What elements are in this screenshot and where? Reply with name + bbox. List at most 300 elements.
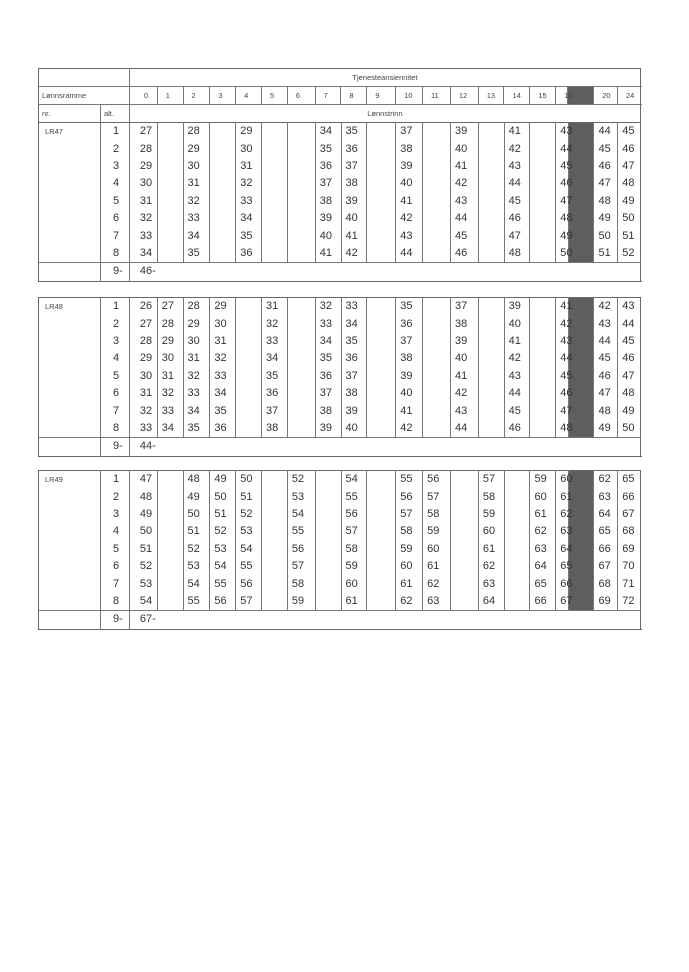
value-cell xyxy=(367,123,396,141)
value-cell: 46 xyxy=(618,140,641,157)
header-col-20: 20 xyxy=(594,87,618,105)
value-cell: 37 xyxy=(341,158,367,175)
value-cell xyxy=(367,210,396,227)
table-row xyxy=(39,385,641,402)
value-cell: 42 xyxy=(556,315,568,332)
alt-cell: 8 xyxy=(100,245,129,263)
value-cell: 64 xyxy=(530,558,556,575)
value-cell xyxy=(478,315,504,332)
blank-cell xyxy=(39,193,101,210)
blank-cell xyxy=(39,210,101,227)
blank-cell xyxy=(39,263,101,281)
value-cell: 65 xyxy=(530,575,556,592)
header-col-4: 4 xyxy=(236,87,262,105)
value-cell: 58 xyxy=(341,541,367,558)
table-row xyxy=(39,488,641,505)
value-cell: 44 xyxy=(504,385,530,402)
value-cell: 35 xyxy=(341,123,367,141)
value-cell xyxy=(262,245,288,263)
value-cell: 36 xyxy=(315,368,341,385)
value-cell: 55 xyxy=(287,523,315,540)
value-cell: 67 xyxy=(556,593,568,611)
value-cell: 34 xyxy=(315,333,341,350)
table-row xyxy=(39,298,641,316)
value-cell: 40 xyxy=(504,315,530,332)
value-cell: 62 xyxy=(423,575,451,592)
header-col-15: 15 xyxy=(530,87,556,105)
table-row xyxy=(39,123,641,141)
value-cell: 55 xyxy=(236,558,262,575)
value-cell: 40 xyxy=(450,140,478,157)
value-cell: 55 xyxy=(183,593,210,611)
value-cell xyxy=(423,140,451,157)
value-cell: 36 xyxy=(341,140,367,157)
alt-cell: 2 xyxy=(100,315,129,332)
value-cell: 35 xyxy=(341,333,367,350)
value-cell: 44 xyxy=(618,315,641,332)
blank-cell xyxy=(39,558,101,575)
value-cell: 43 xyxy=(450,193,478,210)
footer-alt: 9- xyxy=(100,611,129,629)
value-cell: 44 xyxy=(504,175,530,192)
value-cell: 60 xyxy=(423,541,451,558)
value-cell: 31 xyxy=(262,298,288,316)
value-cell xyxy=(236,402,262,419)
header-col-11: 11 xyxy=(422,87,450,105)
table-row xyxy=(39,506,641,523)
value-cell xyxy=(423,298,451,316)
footer-row xyxy=(39,263,641,281)
value-cell xyxy=(315,558,341,575)
header-table xyxy=(38,68,641,123)
value-cell xyxy=(504,506,530,523)
value-cell xyxy=(450,471,478,489)
value-cell: 56 xyxy=(341,506,367,523)
value-cell: 44 xyxy=(450,420,478,438)
value-cell xyxy=(478,420,504,438)
alt-cell: 3 xyxy=(100,506,129,523)
value-cell: 50 xyxy=(556,245,568,263)
alt-cell: 1 xyxy=(100,471,129,489)
value-cell: 30 xyxy=(183,158,210,175)
value-cell: 36 xyxy=(210,420,236,438)
value-cell: 28 xyxy=(129,140,157,157)
value-cell: 54 xyxy=(341,471,367,489)
table-row xyxy=(39,368,641,385)
value-cell: 61 xyxy=(423,558,451,575)
value-cell: 57 xyxy=(423,488,451,505)
value-cell: 58 xyxy=(287,575,315,592)
value-cell: 54 xyxy=(183,575,210,592)
value-cell xyxy=(315,488,341,505)
header-col-8: 8 xyxy=(341,87,367,105)
value-cell: 37 xyxy=(341,368,367,385)
value-cell: 62 xyxy=(594,471,618,489)
value-cell: 46 xyxy=(504,420,530,438)
value-cell: 37 xyxy=(315,175,341,192)
value-cell: 43 xyxy=(450,402,478,419)
footer-alt: 9- xyxy=(100,263,129,281)
value-cell: 31 xyxy=(183,350,210,367)
table-row xyxy=(39,593,641,611)
alt-cell: 8 xyxy=(100,420,129,438)
value-cell: 32 xyxy=(157,385,183,402)
value-cell: 51 xyxy=(594,245,618,263)
value-cell xyxy=(315,523,341,540)
value-cell: 46 xyxy=(504,210,530,227)
value-cell: 36 xyxy=(341,350,367,367)
value-cell: 39 xyxy=(450,123,478,141)
value-cell: 70 xyxy=(618,558,641,575)
value-cell xyxy=(287,210,315,227)
value-cell: 29 xyxy=(183,315,210,332)
value-cell: 41 xyxy=(396,402,423,419)
value-cell: 49 xyxy=(183,488,210,505)
value-cell xyxy=(423,385,451,402)
value-cell: 60 xyxy=(556,471,568,489)
value-cell: 31 xyxy=(183,175,210,192)
value-cell: 45 xyxy=(594,350,618,367)
table-row xyxy=(39,193,641,210)
value-cell: 52 xyxy=(210,523,236,540)
value-cell xyxy=(367,575,396,592)
value-cell: 62 xyxy=(530,523,556,540)
value-cell: 50 xyxy=(594,227,618,244)
value-cell xyxy=(287,298,315,316)
value-cell: 43 xyxy=(396,227,423,244)
value-cell: 65 xyxy=(618,471,641,489)
value-cell: 41 xyxy=(504,123,530,141)
value-cell: 60 xyxy=(478,523,504,540)
value-cell: 49 xyxy=(618,402,641,419)
value-cell: 55 xyxy=(210,575,236,592)
value-cell xyxy=(262,558,288,575)
value-cell: 61 xyxy=(556,488,568,505)
value-cell: 51 xyxy=(618,227,641,244)
value-cell: 60 xyxy=(530,488,556,505)
alt-cell: 3 xyxy=(100,333,129,350)
value-cell xyxy=(262,140,288,157)
value-cell: 41 xyxy=(556,298,568,316)
value-cell xyxy=(423,123,451,141)
value-cell xyxy=(287,385,315,402)
lonnsramme-name: LR49 xyxy=(45,474,63,484)
value-cell: 40 xyxy=(341,210,367,227)
value-cell xyxy=(423,420,451,438)
value-cell: 52 xyxy=(236,506,262,523)
value-cell xyxy=(157,227,183,244)
value-cell: 49 xyxy=(129,506,157,523)
value-cell xyxy=(287,420,315,438)
value-cell: 32 xyxy=(183,368,210,385)
value-cell: 61 xyxy=(341,593,367,611)
value-cell: 38 xyxy=(315,193,341,210)
value-cell xyxy=(504,593,530,611)
header-col-7: 7 xyxy=(315,87,341,105)
value-cell: 58 xyxy=(423,506,451,523)
salary-table-lr47 xyxy=(38,122,641,282)
value-cell xyxy=(478,210,504,227)
value-cell: 38 xyxy=(341,175,367,192)
blank-cell xyxy=(39,523,101,540)
value-cell xyxy=(236,333,262,350)
value-cell: 33 xyxy=(129,227,157,244)
value-cell: 59 xyxy=(396,541,423,558)
value-cell: 62 xyxy=(396,593,423,611)
value-cell: 61 xyxy=(396,575,423,592)
value-cell: 42 xyxy=(396,210,423,227)
value-cell: 44 xyxy=(594,123,618,141)
alt-cell: 5 xyxy=(100,193,129,210)
value-cell xyxy=(157,245,183,263)
value-cell: 29 xyxy=(183,140,210,157)
blank-cell xyxy=(39,611,101,629)
value-cell: 40 xyxy=(396,385,423,402)
alt-cell: 2 xyxy=(100,488,129,505)
value-cell xyxy=(478,368,504,385)
value-cell: 38 xyxy=(315,402,341,419)
value-cell: 32 xyxy=(236,175,262,192)
value-cell xyxy=(450,523,478,540)
header-col-6: 6 xyxy=(287,87,315,105)
value-cell: 49 xyxy=(618,193,641,210)
value-cell: 40 xyxy=(396,175,423,192)
value-cell: 64 xyxy=(594,506,618,523)
value-cell: 59 xyxy=(287,593,315,611)
value-cell: 47 xyxy=(618,368,641,385)
value-cell: 44 xyxy=(450,210,478,227)
table-row xyxy=(39,541,641,558)
value-cell xyxy=(450,506,478,523)
value-cell: 58 xyxy=(478,488,504,505)
value-cell: 59 xyxy=(478,506,504,523)
value-cell: 32 xyxy=(262,315,288,332)
value-cell: 32 xyxy=(129,210,157,227)
table-row xyxy=(39,245,641,263)
value-cell: 29 xyxy=(236,123,262,141)
value-cell xyxy=(287,140,315,157)
header-col-10: 10 xyxy=(396,87,423,105)
value-cell: 31 xyxy=(236,158,262,175)
value-cell: 34 xyxy=(236,210,262,227)
value-cell: 35 xyxy=(262,368,288,385)
value-cell: 30 xyxy=(210,315,236,332)
value-cell: 38 xyxy=(396,350,423,367)
alt-cell: 1 xyxy=(100,298,129,316)
header-col-14: 14 xyxy=(504,87,530,105)
value-cell xyxy=(315,471,341,489)
table-row xyxy=(39,558,641,575)
value-cell xyxy=(236,298,262,316)
value-cell xyxy=(367,333,396,350)
value-cell xyxy=(530,350,556,367)
value-cell xyxy=(210,175,236,192)
value-cell: 30 xyxy=(157,350,183,367)
value-cell xyxy=(530,210,556,227)
value-cell xyxy=(367,471,396,489)
value-cell xyxy=(210,210,236,227)
value-cell: 49 xyxy=(210,471,236,489)
alt-cell: 6 xyxy=(100,558,129,575)
value-cell xyxy=(287,158,315,175)
value-cell xyxy=(530,402,556,419)
value-cell xyxy=(450,575,478,592)
value-cell xyxy=(423,245,451,263)
value-cell xyxy=(315,541,341,558)
value-cell: 35 xyxy=(210,402,236,419)
value-cell: 28 xyxy=(129,333,157,350)
header-col-12: 12 xyxy=(450,87,478,105)
value-cell: 46 xyxy=(594,158,618,175)
value-cell: 57 xyxy=(287,558,315,575)
table-row xyxy=(39,140,641,157)
header-corner xyxy=(39,69,101,87)
value-cell: 42 xyxy=(396,420,423,438)
value-cell xyxy=(210,158,236,175)
value-cell: 36 xyxy=(262,385,288,402)
value-cell: 37 xyxy=(450,298,478,316)
value-cell: 56 xyxy=(396,488,423,505)
value-cell: 63 xyxy=(556,523,568,540)
alt-cell: 6 xyxy=(100,210,129,227)
value-cell xyxy=(157,506,183,523)
table-row xyxy=(39,227,641,244)
value-cell: 40 xyxy=(341,420,367,438)
alt-cell: 3 xyxy=(100,158,129,175)
value-cell: 33 xyxy=(315,315,341,332)
header-corner-2 xyxy=(100,69,129,87)
table-row xyxy=(39,420,641,438)
value-cell xyxy=(236,368,262,385)
value-cell: 67 xyxy=(594,558,618,575)
value-cell: 29 xyxy=(129,350,157,367)
value-cell xyxy=(478,158,504,175)
value-cell: 53 xyxy=(210,541,236,558)
value-cell: 64 xyxy=(478,593,504,611)
value-cell: 27 xyxy=(157,298,183,316)
value-cell: 50 xyxy=(210,488,236,505)
value-cell: 46 xyxy=(450,245,478,263)
value-cell xyxy=(530,245,556,263)
value-cell: 52 xyxy=(618,245,641,263)
value-cell: 62 xyxy=(478,558,504,575)
blank-cell xyxy=(39,420,101,438)
value-cell: 33 xyxy=(129,420,157,438)
value-cell xyxy=(157,558,183,575)
value-cell: 38 xyxy=(450,315,478,332)
footer-value: 67- xyxy=(129,611,640,629)
value-cell: 33 xyxy=(157,402,183,419)
value-cell: 43 xyxy=(556,333,568,350)
value-cell: 47 xyxy=(556,402,568,419)
value-cell xyxy=(367,175,396,192)
value-cell xyxy=(530,385,556,402)
value-cell xyxy=(478,402,504,419)
blank-cell xyxy=(39,385,101,402)
value-cell xyxy=(210,245,236,263)
value-cell: 63 xyxy=(594,488,618,505)
alt-cell: 5 xyxy=(100,541,129,558)
value-cell: 48 xyxy=(556,210,568,227)
alt-cell: 1 xyxy=(100,123,129,141)
value-cell: 48 xyxy=(594,402,618,419)
value-cell xyxy=(367,158,396,175)
alt-cell: 4 xyxy=(100,523,129,540)
value-cell xyxy=(287,227,315,244)
value-cell xyxy=(530,140,556,157)
value-cell: 41 xyxy=(450,158,478,175)
value-cell: 29 xyxy=(129,158,157,175)
value-cell xyxy=(262,123,288,141)
value-cell xyxy=(315,575,341,592)
value-cell xyxy=(504,541,530,558)
value-cell: 38 xyxy=(341,385,367,402)
lonnstrinn-label: Lønnstrinn xyxy=(129,105,640,123)
value-cell xyxy=(287,315,315,332)
footer-row xyxy=(39,438,641,456)
value-cell xyxy=(367,368,396,385)
value-cell: 56 xyxy=(287,541,315,558)
value-cell: 33 xyxy=(341,298,367,316)
value-cell xyxy=(478,350,504,367)
value-cell: 56 xyxy=(236,575,262,592)
value-cell xyxy=(478,227,504,244)
value-cell xyxy=(367,558,396,575)
value-cell: 48 xyxy=(504,245,530,263)
value-cell: 48 xyxy=(183,471,210,489)
value-cell: 59 xyxy=(530,471,556,489)
value-cell: 30 xyxy=(129,175,157,192)
value-cell xyxy=(478,298,504,316)
value-cell: 40 xyxy=(315,227,341,244)
value-cell: 35 xyxy=(183,420,210,438)
value-cell: 67 xyxy=(618,506,641,523)
alt-cell: 7 xyxy=(100,227,129,244)
blank-cell xyxy=(39,593,101,611)
value-cell xyxy=(423,315,451,332)
value-cell: 33 xyxy=(236,193,262,210)
blank-cell xyxy=(39,368,101,385)
value-cell: 45 xyxy=(594,140,618,157)
value-cell xyxy=(210,193,236,210)
value-cell xyxy=(262,210,288,227)
value-cell: 34 xyxy=(262,350,288,367)
value-cell: 35 xyxy=(315,140,341,157)
blank-cell xyxy=(39,541,101,558)
salary-table-lr48 xyxy=(38,297,641,457)
value-cell xyxy=(287,175,315,192)
value-cell xyxy=(530,193,556,210)
value-cell: 62 xyxy=(556,506,568,523)
value-cell: 42 xyxy=(341,245,367,263)
value-cell: 42 xyxy=(594,298,618,316)
value-cell xyxy=(367,245,396,263)
value-cell: 63 xyxy=(423,593,451,611)
value-cell: 57 xyxy=(396,506,423,523)
value-cell: 34 xyxy=(129,245,157,263)
value-cell xyxy=(530,175,556,192)
value-cell: 41 xyxy=(396,193,423,210)
value-cell: 29 xyxy=(210,298,236,316)
table-row xyxy=(39,158,641,175)
value-cell xyxy=(262,488,288,505)
value-cell: 66 xyxy=(556,575,568,592)
value-cell: 34 xyxy=(210,385,236,402)
value-cell xyxy=(367,488,396,505)
footer-value: 44- xyxy=(129,438,640,456)
value-cell: 60 xyxy=(341,575,367,592)
value-cell xyxy=(210,123,236,141)
